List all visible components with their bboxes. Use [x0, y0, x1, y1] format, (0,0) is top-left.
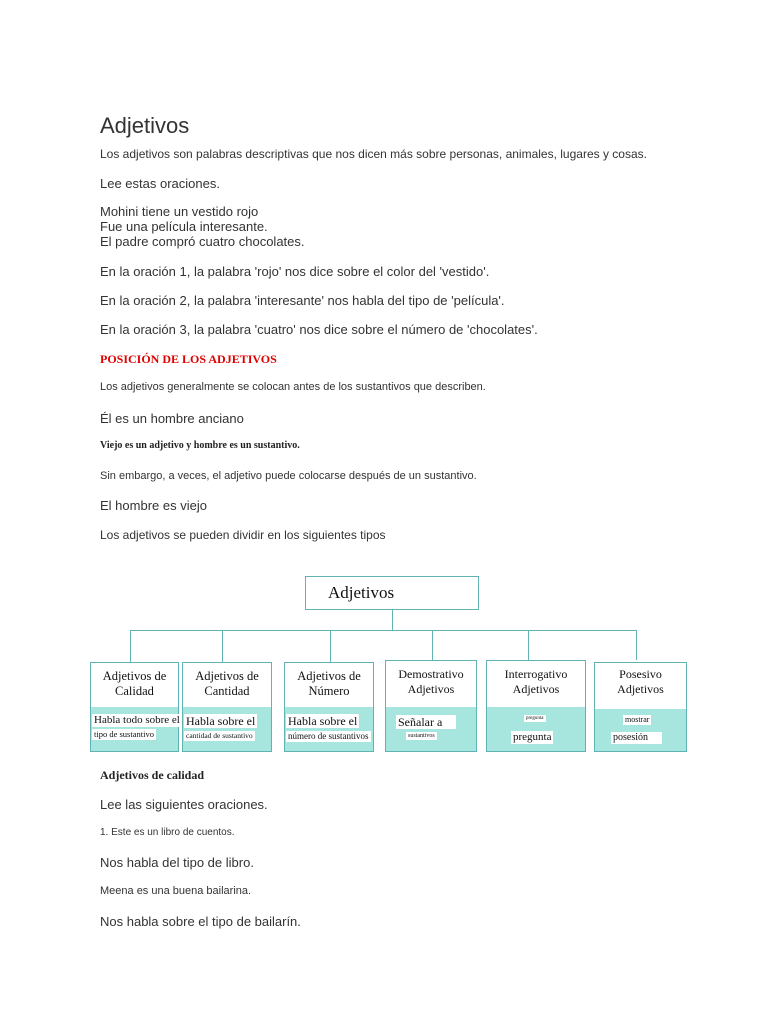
explanation-2: En la oración 2, la palabra 'interesante' nos habla del tipo de 'película'. [100, 293, 505, 308]
box-heading-line: Adjetivos [512, 682, 560, 696]
box-label: mostrar [625, 715, 650, 724]
connector-line [222, 630, 223, 662]
connector-line [130, 630, 131, 662]
box-label: posesión [611, 732, 662, 744]
example-2: El hombre es viejo [100, 498, 207, 513]
box-detail-area [386, 707, 476, 751]
quality-sentence-1: 1. Este es un libro de cuentos. [100, 827, 235, 838]
explanation-1: En la oración 1, la palabra 'rojo' nos dice sobre el color del 'vestido'. [100, 264, 490, 279]
quality-explanation-1: Nos habla del tipo de libro. [100, 855, 254, 870]
explanation-3: En la oración 3, la palabra 'cuatro' nos dice sobre el número de 'chocolates'. [100, 322, 538, 337]
box-label: sustantivos [408, 733, 435, 739]
box-label: Señalar a [396, 715, 456, 729]
box-heading [487, 663, 585, 709]
page-title: Adjetivos [100, 113, 190, 138]
quality-explanation-2: Nos habla sobre el tipo de bailarín. [100, 914, 301, 929]
box-heading [386, 663, 476, 709]
position-heading: POSICIÓN DE LOS ADJETIVOS [100, 352, 277, 366]
box-heading-line: Número [308, 684, 350, 698]
box-label: número de sustantivos [288, 731, 369, 741]
box-label: pregunta [526, 716, 544, 721]
read-sentences-prompt: Lee estas oraciones. [100, 176, 220, 191]
box-heading-line: Interrogativo [504, 667, 568, 681]
connector-line [432, 630, 433, 660]
read-following-prompt: Lee las siguientes oraciones. [100, 797, 268, 812]
connector-line [528, 630, 529, 660]
box-heading [183, 665, 271, 711]
box-heading [91, 665, 178, 711]
box-label: cantidad de sustantivo [186, 731, 253, 740]
types-intro: Los adjetivos se pueden dividir en los siguientes tipos [100, 528, 386, 542]
however-text: Sin embargo, a veces, el adjetivo puede colocarse después de un sustantivo. [100, 470, 477, 482]
example-sentences [100, 204, 305, 249]
intro-paragraph: Los adjetivos son palabras descriptivas que nos dicen más sobre personas, animales, lugares y cosas. [100, 147, 647, 161]
box-heading [595, 663, 686, 709]
box-heading-line: Cantidad [204, 684, 250, 698]
connector-line [392, 610, 393, 630]
box-label: pregunta [513, 731, 552, 743]
position-text: Los adjetivos generalmente se colocan antes de los sustantivos que describen. [100, 381, 486, 393]
box-label: Habla sobre el [186, 714, 256, 728]
quality-sentence-2: Meena es una buena bailarina. [100, 885, 252, 897]
box-heading-line: Adjetivos de [297, 669, 361, 683]
box-heading [285, 665, 373, 711]
connector-line [330, 630, 331, 662]
sentence-1: Mohini tiene un vestido rojo [100, 204, 259, 219]
example-1: Él es un hombre anciano [100, 411, 244, 426]
box-heading-line: Demostrativo [398, 667, 464, 681]
sentence-2: Fue una película interesante. [100, 219, 268, 234]
diagram-root-label: Adjetivos [328, 583, 395, 602]
box-heading-line: Adjetivos [617, 682, 664, 696]
example-1-note: Viejo es un adjetivo y hombre es un sustantivo. [100, 440, 300, 451]
box-interrogativo [486, 660, 586, 752]
box-demostrativo [385, 660, 477, 752]
box-detail-area [487, 707, 585, 751]
box-heading-line: Adjetivos de [195, 669, 259, 683]
box-cantidad [182, 662, 272, 752]
box-heading-line: Adjetivos [407, 682, 455, 696]
box-heading-line: Calidad [115, 684, 154, 698]
connector-line [130, 630, 637, 631]
box-label: Habla todo sobre el [94, 714, 180, 726]
quality-heading: Adjetivos de calidad [100, 768, 205, 782]
diagram-root-box [305, 576, 479, 610]
box-posesivo [594, 662, 687, 752]
box-heading-line: Adjetivos de [102, 669, 167, 683]
sentence-3: El padre compró cuatro chocolates. [100, 234, 305, 249]
box-numero [284, 662, 374, 752]
box-label: tipo de sustantivo [94, 729, 154, 739]
adjective-types-diagram [88, 574, 688, 754]
connector-line [636, 630, 637, 660]
box-calidad [90, 662, 179, 752]
box-heading-line: Posesivo [619, 667, 662, 681]
box-label: Habla sobre el [288, 714, 358, 728]
